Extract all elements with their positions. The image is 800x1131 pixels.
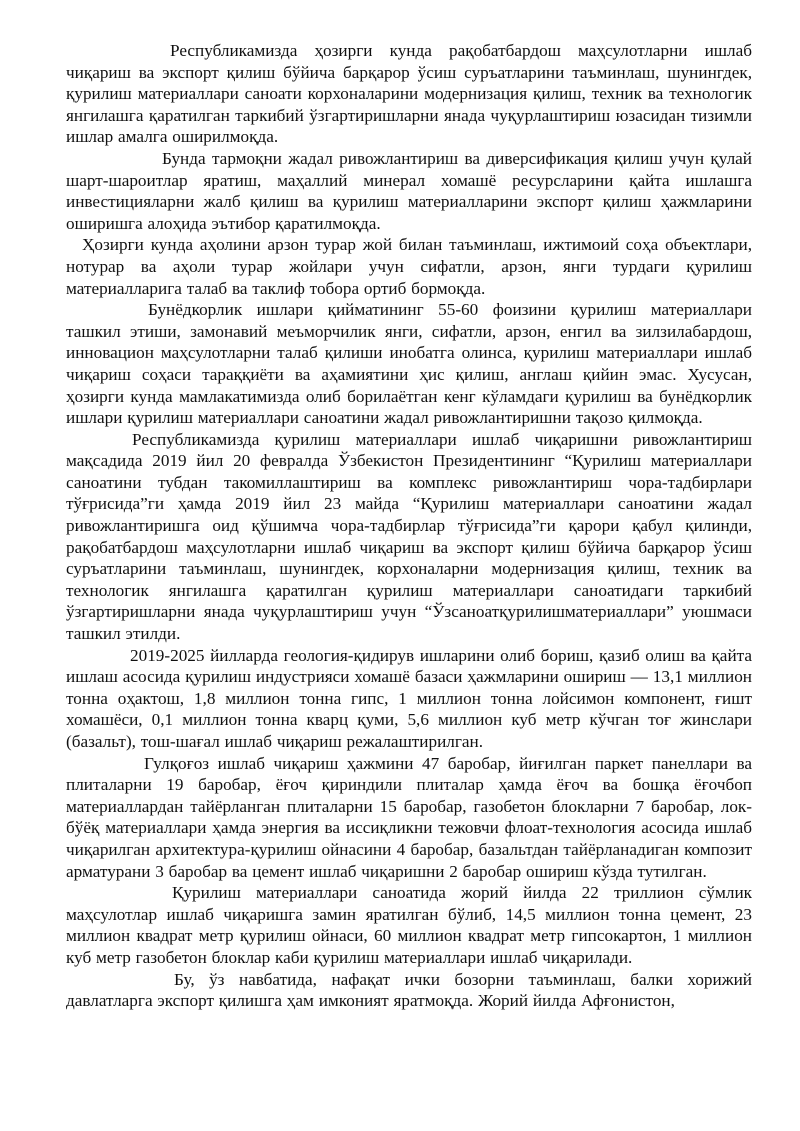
paragraph-8: Қурилиш материаллари саноатида жорий йилда 22 триллион сўмлик маҳсулотлар ишлаб чиқаришга замин яратилган бўлиб, 14,5 миллион тонна цемент, 23 миллион квадрат метр қурилиш ойнаси, 60 миллион квадрат метр гипсокартон, 1 миллион куб метр газобетон блоклар каби қурилиш материаллари ишлаб чиқарилади.	[66, 883, 752, 967]
paragraph-1: Республикамизда ҳозирги кунда рақобатбардош маҳсулотларни ишлаб чиқариш ва экспорт қилиш бўйича барқарор ўсиш суръатларини таъминлаш, шунингдек, қурилиш материаллари саноати корхоналарини модернизация қилиш, техник ва технологик янгилашга қаратилган таркибий ўзгартиришларни янада чуқурлаштириш юзасидан тизимли ишлар амалга оширилмоқда.	[66, 41, 752, 147]
document-page	[66, 40, 752, 1012]
paragraph-3: Ҳозирги кунда аҳолини арзон турар жой билан таъминлаш, ижтимоий соҳа объектлари, нотурар ва аҳоли турар жойлари учун сифатли, арзон, янги турдаги қурилиш материалларига талаб ва таклиф тобора ортиб бормоқда.	[66, 235, 752, 298]
paragraph-9: Бу, ўз навбатида, нафақат ички бозорни таъминлаш, балки хорижий давлатларга экспорт қилишга ҳам имконият яратмоқда. Жорий йилда Афғонистон,	[66, 969, 752, 1011]
paragraph-2: Бунда тармоқни жадал ривожлантириш ва диверсификация қилиш учун қулай шарт-шароитлар яратиш, маҳаллий минерал хомашё ресурсларини қайта ишлашга инвестицияларни жалб қилиш ва қурилиш материалларини экспорт қилиш ҳажмларини оширишга алоҳида эътибор қаратилмоқда.	[66, 148, 752, 233]
paragraph-7: Гулқоғоз ишлаб чиқариш ҳажмини 47 баробар, йиғилган паркет панеллари ва плиталарни 19 баробар, ёғоч қириндили плиталар ҳамда ёғоч ва бошқа ёғочбоп материаллардан тайёрланган плиталарни 15 баробар, газобетон блокларни 7 баробар, лок-бўёқ материаллари ҳамда энергия ва иссиқликни тежовчи флоат-технология асосида ишлаб чиқарилган архитектура-қурилиш ойнасини 4 баробар, базальтдан тайёрланадиган композит арматурани 3 баробар ва цемент ишлаб чиқаришни 2 баробар ошириш кўзда тутилган.	[66, 753, 752, 881]
paragraph-4: Бунёдкорлик ишлари қийматининг 55-60 фоизини қурилиш материаллари ташкил этиши, замонавий меъморчилик янги, сифатли, арзон, енгил ва зилзилабардош, инновацион маҳсулотларни талаб қилиши инобатга олинса, қурилиш материаллари ишлаб чиқариш соҳаси тараққиёти ва аҳамиятини ҳис қилиш, англаш қийин эмас. Хусусан, ҳозирги кунда мамлакатимизда олиб борилаётган кенг кўламдаги қурилиш ва бунёдкорлик ишлари қурилиш материаллари саноатини жадал ривожлантиришни тақозо қилмоқда.	[66, 300, 752, 428]
paragraph-6: 2019-2025 йилларда геология-қидирув ишларини олиб бориш, қазиб олиш ва қайта ишлаш асосида қурилиш индустрияси хомашё базаси ҳажмларини ошириш — 13,1 миллион тонна оҳактош, 1,8 миллион тонна гипс, 1 миллион тонна лойсимон компонент, ғишт хомашёси, 0,1 миллион тонна кварц қуми, 5,6 миллион куб метр кўчган тоғ жинслари (базальт), тош-шағал ишлаб чиқариш режалаштирилган.	[66, 645, 752, 751]
paragraph-5: Республикамизда қурилиш материаллари ишлаб чиқаришни ривожлантириш мақсадида 2019 йил 20 февралда Ўзбекистон Президентининг “Қурилиш материаллари саноатини тубдан такомиллаштириш ва комплекс ривожлантириш чора-тадбирлари тўғрисида”ги ҳамда 2019 йил 23 майда “Қурилиш материаллари саноатини жадал ривожлантиришга оид қўшимча чора-тадбирлар тўғрисида”ги қарори қабул қилинди, рақобатбардош маҳсулотларни ишлаб чиқариш ва экспорт қилиш бўйича барқарор ўсиш суръатларини таъминлаш, шунингдек, корхоналарни модернизация қилиш, техник ва технологик янгилашга қаратилган қурилиш материаллари саноатидаги таркибий ўзгартиришларни янада чуқурлаштириш учун “Ўзсаноатқурилишматериаллари” уюшмаси ташкил этилди.	[66, 429, 752, 644]
